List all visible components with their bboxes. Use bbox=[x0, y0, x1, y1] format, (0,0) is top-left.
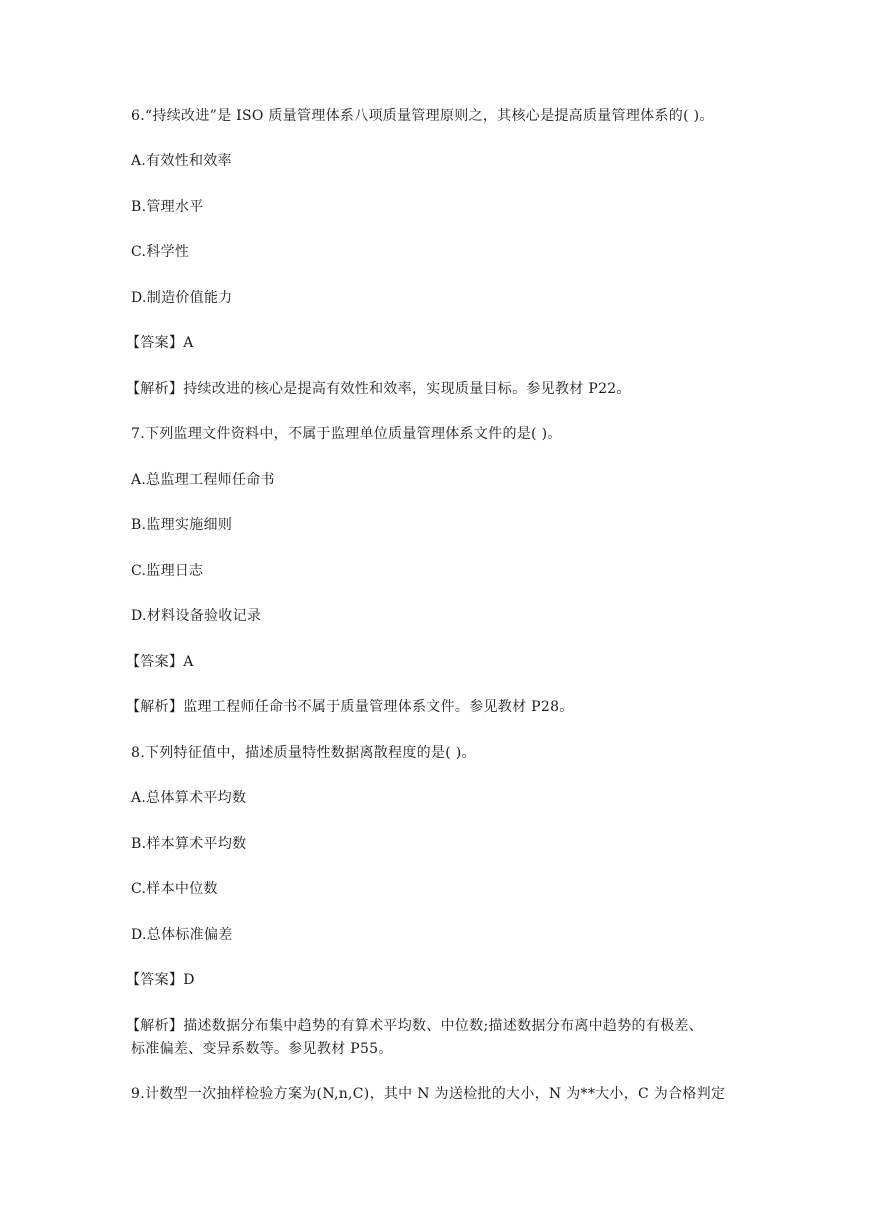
question-8-option-d: D.总体标准偏差 bbox=[131, 927, 233, 943]
question-8-option-b: B.样本算术平均数 bbox=[131, 836, 247, 852]
question-7-option-a: A.总监理工程师任命书 bbox=[131, 472, 275, 488]
question-6-option-c: C.科学性 bbox=[131, 244, 190, 260]
question-7-stem: 7.下列监理文件资料中，不属于监理单位质量管理体系文件的是( )。 bbox=[131, 426, 562, 442]
question-6-option-d: D.制造价值能力 bbox=[131, 290, 233, 306]
question-6-stem: 6.“持续改进”是 ISO 质量管理体系八项质量管理原则之，其核心是提高质量管理体系的( )。 bbox=[131, 108, 714, 124]
question-8-stem: 8.下列特征值中，描述质量特性数据离散程度的是( )。 bbox=[131, 745, 476, 761]
question-7-analysis: 【解析】监理工程师任命书不属于质量管理体系文件。参见教材 P28。 bbox=[126, 699, 574, 715]
question-8-option-a: A.总体算术平均数 bbox=[131, 790, 247, 806]
question-8-answer: 【答案】D bbox=[126, 972, 195, 988]
question-7-option-b: B.监理实施细则 bbox=[131, 517, 233, 533]
question-6-answer: 【答案】A bbox=[126, 335, 194, 351]
question-9-stem: 9.计数型一次抽样检验方案为(N,n,C)，其中 N 为送检批的大小，N 为**大小，C 为合格判定 bbox=[131, 1086, 726, 1102]
question-7-option-c: C.监理日志 bbox=[131, 563, 204, 579]
question-8-analysis-line-1: 【解析】描述数据分布集中趋势的有算术平均数、中位数;描述数据分布离中趋势的有极差、 bbox=[126, 1018, 704, 1034]
question-8-option-c: C.样本中位数 bbox=[131, 881, 218, 897]
question-7-answer: 【答案】A bbox=[126, 654, 194, 670]
question-6-option-a: A.有效性和效率 bbox=[131, 153, 232, 169]
question-7-option-d: D.材料设备验收记录 bbox=[131, 608, 262, 624]
question-6-option-b: B.管理水平 bbox=[131, 199, 204, 215]
question-8-analysis-line-2: 标准偏差、变异系数等。参见教材 P55。 bbox=[131, 1041, 393, 1057]
question-6-analysis: 【解析】持续改进的核心是提高有效性和效率，实现质量目标。参见教材 P22。 bbox=[126, 381, 631, 397]
